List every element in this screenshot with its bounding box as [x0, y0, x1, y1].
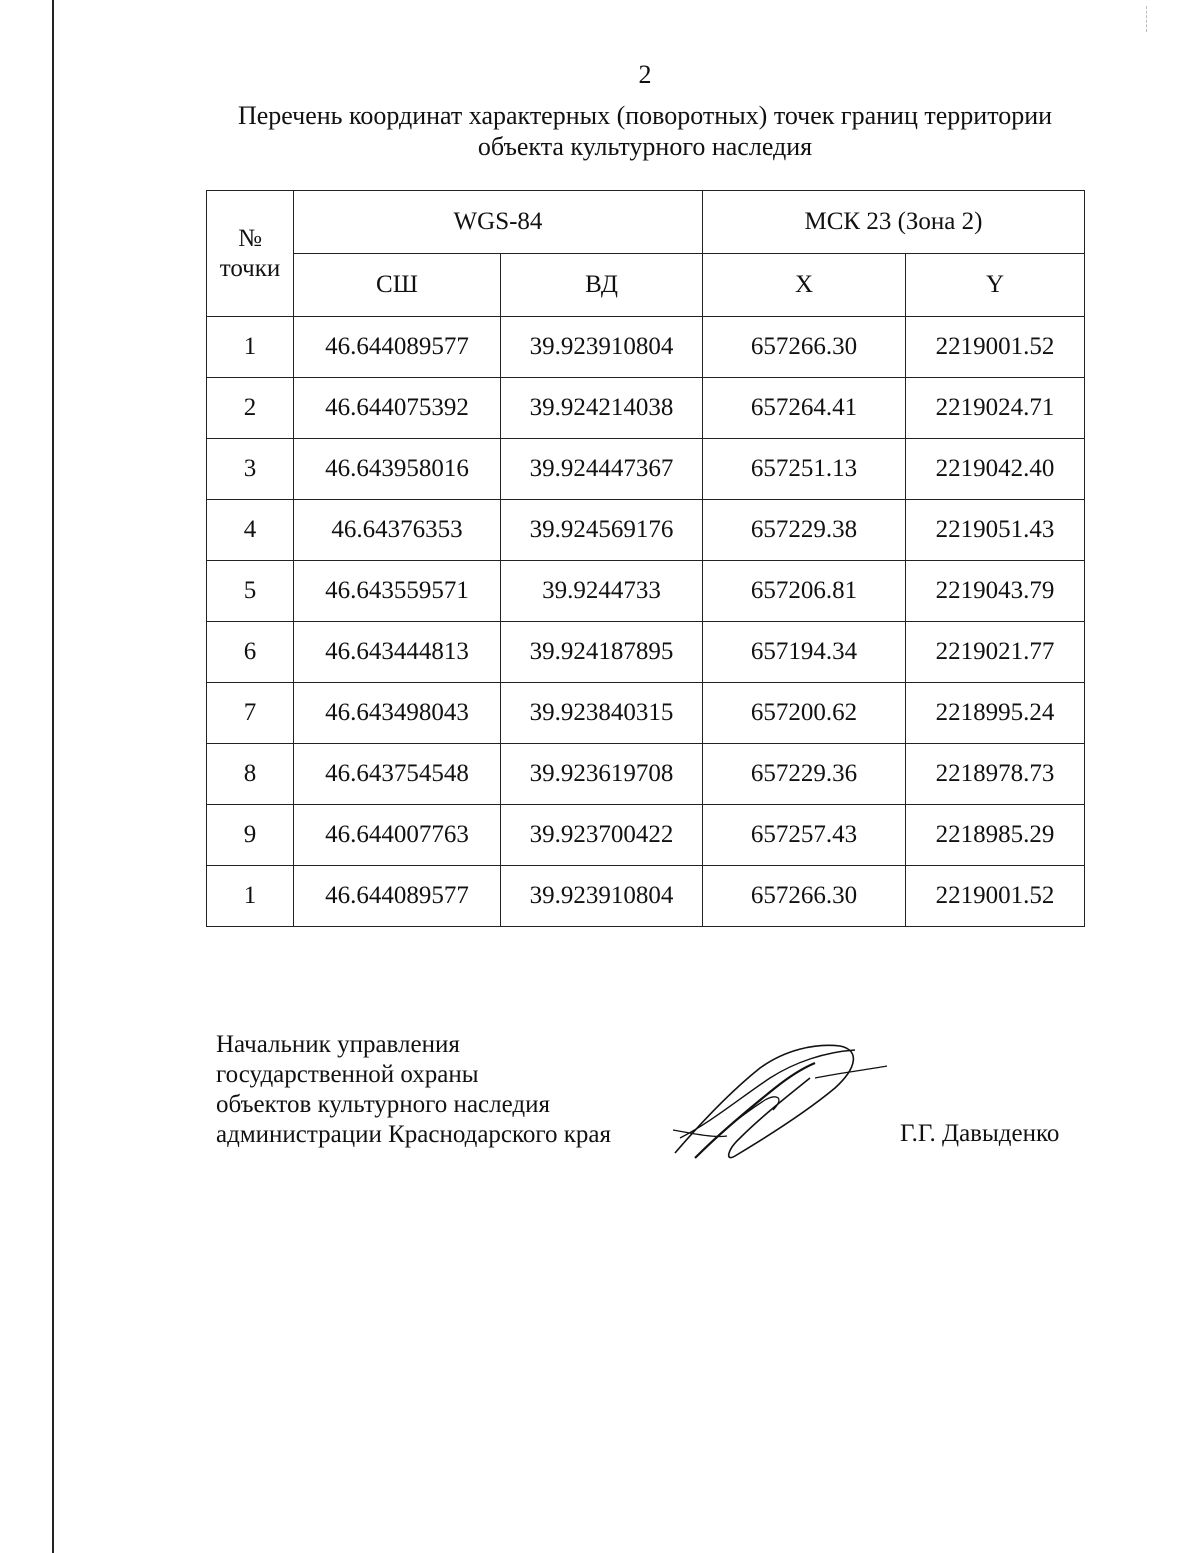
table-row	[207, 866, 1085, 927]
wgs84-group-header: WGS-84	[294, 191, 703, 254]
x-cell: 657251.13	[703, 439, 906, 500]
latitude-cell: 46.644075392	[294, 378, 501, 439]
document-title	[200, 100, 1090, 162]
latitude-cell: 46.643498043	[294, 683, 501, 744]
point-number-cell: 6	[207, 622, 294, 683]
point-number-cell: 1	[207, 866, 294, 927]
x-cell: 657229.36	[703, 744, 906, 805]
y-cell: 2219021.77	[906, 622, 1085, 683]
title-line-1: Перечень координат характерных (поворотных) точек границ территории	[237, 101, 1053, 130]
table-row	[207, 317, 1085, 378]
x-cell: 657257.43	[703, 805, 906, 866]
longitude-cell: 39.924569176	[501, 500, 703, 561]
msk23-group-header: МСК 23 (Зона 2)	[703, 191, 1085, 254]
x-cell: 657194.34	[703, 622, 906, 683]
y-cell: 2218995.24	[906, 683, 1085, 744]
latitude-cell: 46.643754548	[294, 744, 501, 805]
longitude-cell: 39.924187895	[501, 622, 703, 683]
x-header: X	[703, 254, 906, 317]
table-row	[207, 439, 1085, 500]
number-sign: №	[238, 224, 262, 252]
longitude-cell: 39.923700422	[501, 805, 703, 866]
title-line-2: объекта культурного наследия	[477, 132, 813, 161]
latitude-cell: 46.644007763	[294, 805, 501, 866]
latitude-header: СШ	[294, 254, 501, 317]
x-cell: 657266.30	[703, 317, 906, 378]
longitude-header: ВД	[501, 254, 703, 317]
point-number-cell: 5	[207, 561, 294, 622]
table-row	[207, 683, 1085, 744]
table-row	[207, 805, 1085, 866]
point-number-cell: 9	[207, 805, 294, 866]
signatory-position	[216, 1030, 611, 1150]
y-cell: 2218978.73	[906, 744, 1085, 805]
page-number: 2	[638, 60, 652, 89]
handwritten-signature	[665, 1038, 895, 1168]
latitude-cell: 46.643559571	[294, 561, 501, 622]
longitude-cell: 39.923910804	[501, 317, 703, 378]
x-cell: 657229.38	[703, 500, 906, 561]
point-number-cell: 4	[207, 500, 294, 561]
table-row	[207, 500, 1085, 561]
position-line-2: государственной охраны	[216, 1061, 479, 1088]
point-label: точки	[219, 254, 281, 282]
point-number-cell: 8	[207, 744, 294, 805]
coordinates-table	[206, 190, 1085, 927]
table-row	[207, 378, 1085, 439]
point-number-header	[207, 191, 294, 317]
position-line-4: администрации Краснодарского края	[216, 1121, 612, 1148]
longitude-cell: 39.924447367	[501, 439, 703, 500]
x-cell: 657264.41	[703, 378, 906, 439]
position-line-3: объектов культурного наследия	[216, 1091, 550, 1118]
longitude-cell: 39.923910804	[501, 866, 703, 927]
y-cell: 2219042.40	[906, 439, 1085, 500]
longitude-cell: 39.923619708	[501, 744, 703, 805]
y-cell: 2218985.29	[906, 805, 1085, 866]
longitude-cell: 39.923840315	[501, 683, 703, 744]
table-row	[207, 622, 1085, 683]
point-number-cell: 3	[207, 439, 294, 500]
x-cell: 657200.62	[703, 683, 906, 744]
scan-artifact	[1146, 6, 1149, 32]
latitude-cell: 46.64376353	[294, 500, 501, 561]
y-header: Y	[906, 254, 1085, 317]
point-number-cell: 7	[207, 683, 294, 744]
latitude-cell: 46.644089577	[294, 317, 501, 378]
longitude-cell: 39.924214038	[501, 378, 703, 439]
x-cell: 657266.30	[703, 866, 906, 927]
point-number-cell: 2	[207, 378, 294, 439]
y-cell: 2219043.79	[906, 561, 1085, 622]
position-line-1: Начальник управления	[216, 1031, 460, 1058]
y-cell: 2219001.52	[906, 317, 1085, 378]
signer-name: Г.Г. Давыденко	[900, 1120, 1060, 1147]
latitude-cell: 46.643444813	[294, 622, 501, 683]
y-cell: 2219051.43	[906, 500, 1085, 561]
y-cell: 2219001.52	[906, 866, 1085, 927]
point-number-cell: 1	[207, 317, 294, 378]
longitude-cell: 39.9244733	[501, 561, 703, 622]
latitude-cell: 46.643958016	[294, 439, 501, 500]
scan-edge-line	[52, 0, 54, 1553]
latitude-cell: 46.644089577	[294, 866, 501, 927]
table-row	[207, 561, 1085, 622]
x-cell: 657206.81	[703, 561, 906, 622]
y-cell: 2219024.71	[906, 378, 1085, 439]
table-row	[207, 744, 1085, 805]
